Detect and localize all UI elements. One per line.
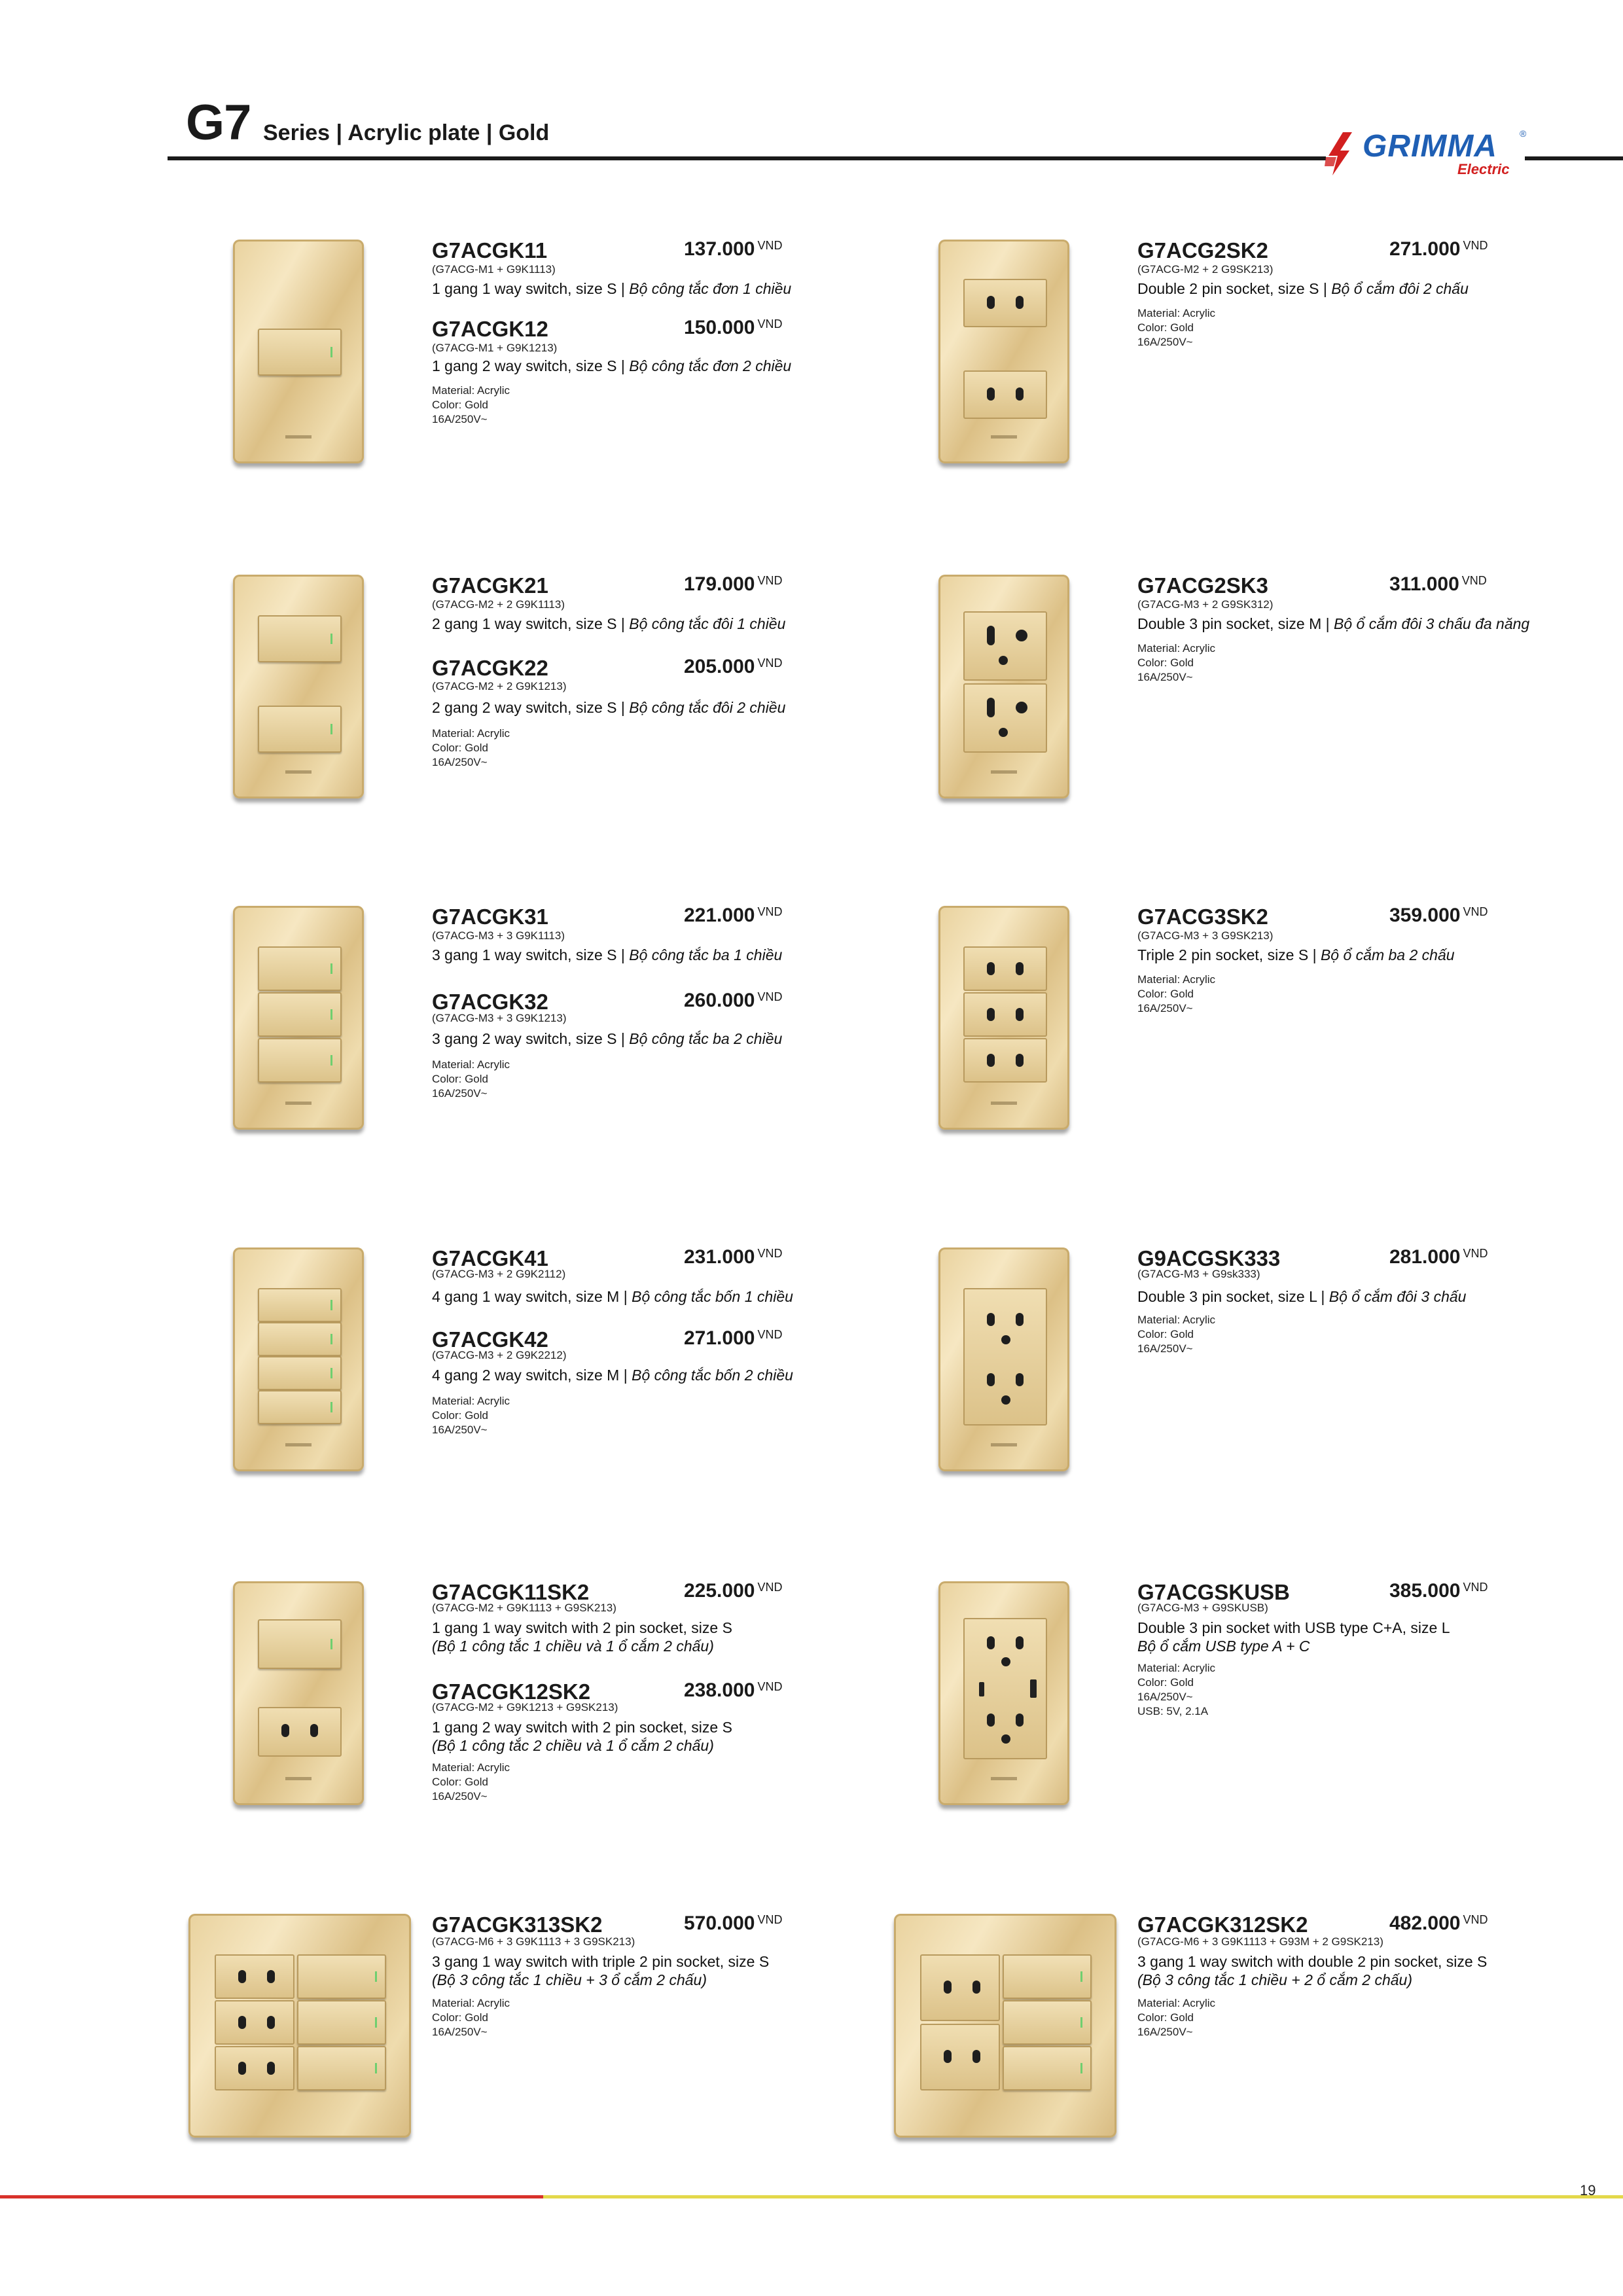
product-description: 1 gang 1 way switch with 2 pin socket, size S (Bộ 1 công tắc 1 chiều và 1 ổ cắm 2 chấu) (432, 1619, 732, 1655)
product-price: 221.000 $^{VND}$ (684, 905, 783, 926)
product-image (188, 1914, 411, 2138)
product-description: 4 gang 1 way switch, size M | Bộ công tắc bốn 1 chiều (432, 1288, 793, 1305)
product-parts: (G7ACG-M2 + G9K1213 + G9SK213) (432, 1701, 618, 1713)
product-code: G7ACGK11 (432, 238, 548, 262)
product-parts: (G7ACG-M2 + 2 G9K1113) (432, 598, 565, 611)
header-rule-right (1525, 156, 1623, 160)
brand-sub: Electric (1457, 161, 1510, 177)
product-price: 385.000 $^{VND}$ (1389, 1580, 1488, 1602)
product-specs: Material: Acrylic Color: Gold 16A/250V~ (1137, 1997, 1216, 2038)
product-specs: Material: Acrylic Color: Gold 16A/250V~ (1137, 973, 1216, 1014)
product-code: G7ACGK32 (432, 990, 548, 1014)
footer-rule-red (0, 2195, 543, 2198)
product-description: 1 gang 1 way switch, size S | Bộ công tắc đơn 1 chiều (432, 280, 792, 297)
product-image (938, 240, 1069, 463)
page-header (0, 0, 1623, 177)
product-price: 150.000 $^{VND}$ (684, 317, 783, 338)
product-image (938, 1581, 1069, 1805)
product-price: 260.000 $^{VND}$ (684, 990, 783, 1011)
product-price: 205.000 $^{VND}$ (684, 656, 783, 677)
product-parts: (G7ACG-M1 + G9K1113) (432, 263, 556, 276)
product-card (938, 906, 1593, 1207)
product-description: 3 gang 1 way switch with triple 2 pin socket, size S (Bộ 3 công tắc 1 chiều + 3 ổ cắm 2 chấu) (432, 1953, 770, 1988)
product-specs: Material: Acrylic Color: Gold 16A/250V~ (432, 1761, 510, 1803)
product-specs: Material: Acrylic Color: Gold 16A/250V~ (432, 727, 510, 768)
product-specs: Material: Acrylic Color: Gold 16A/250V~ (1137, 307, 1216, 348)
product-card (233, 240, 887, 541)
product-description: Double 3 pin socket with USB type C+A, size L Bộ ổ cắm USB type A + C (1137, 1619, 1450, 1655)
product-card (894, 1914, 1548, 2215)
product-code: G7ACGK41 (432, 1246, 548, 1270)
product-image (233, 1247, 364, 1471)
product-code: G7ACGK31 (432, 905, 548, 929)
product-code: G9ACGSK333 (1137, 1246, 1281, 1270)
product-card (938, 240, 1593, 541)
product-code: G7ACGK11SK2 (432, 1580, 590, 1604)
product-specs: Material: Acrylic Color: Gold 16A/250V~ (432, 1395, 510, 1436)
brand-registered: ® (1520, 128, 1527, 139)
product-description: 3 gang 1 way switch, size S | Bộ công tắc ba 1 chiều (432, 946, 783, 963)
product-image (938, 575, 1069, 798)
product-price: 570.000 $^{VND}$ (684, 1912, 783, 1934)
page-number: 19 (1580, 2182, 1596, 2198)
footer-rule-yellow (543, 2195, 1623, 2198)
product-parts: (G7ACG-M3 + G9SKUSB) (1137, 1602, 1268, 1614)
product-price: 238.000 $^{VND}$ (684, 1679, 783, 1701)
product-image (938, 1247, 1069, 1471)
product-parts: (G7ACG-M6 + 3 G9K1113 + G93M + 2 G9SK213) (1137, 1935, 1383, 1948)
product-card (188, 1914, 843, 2215)
product-parts: (G7ACG-M3 + 2 G9SK312) (1137, 598, 1274, 611)
product-parts: (G7ACG-M3 + 2 G9K2212) (432, 1349, 567, 1361)
product-parts: (G7ACG-M3 + 3 G9K1213) (432, 1012, 567, 1024)
product-image (938, 906, 1069, 1130)
product-price: 225.000 $^{VND}$ (684, 1580, 783, 1602)
brand-name: GRIMMA (1363, 129, 1497, 164)
product-code: G7ACG2SK3 (1137, 573, 1268, 598)
product-description: 3 gang 2 way switch, size S | Bộ công tắc ba 2 chiều (432, 1030, 783, 1047)
brand-mark-icon (1323, 131, 1363, 177)
product-card (938, 1581, 1593, 1882)
product-code: G7ACGSKUSB (1137, 1580, 1290, 1604)
product-parts: (G7ACG-M3 + G9sk333) (1137, 1268, 1260, 1280)
product-card (233, 906, 887, 1207)
product-code: G7ACGK12 (432, 317, 548, 341)
product-card (938, 575, 1593, 876)
switch-rocker (258, 329, 342, 376)
product-price: 271.000 $^{VND}$ (1389, 238, 1488, 260)
product-description: Double 3 pin socket, size M | Bộ ổ cắm đôi 3 chấu đa năng (1137, 615, 1530, 632)
product-code: G7ACGK12SK2 (432, 1679, 591, 1704)
product-card (233, 575, 887, 876)
product-description: Double 2 pin socket, size S | Bộ ổ cắm đôi 2 chấu (1137, 280, 1469, 297)
product-price: 359.000 $^{VND}$ (1389, 905, 1488, 926)
product-image (233, 1581, 364, 1805)
brand-logo (1323, 128, 1525, 181)
product-specs: Material: Acrylic Color: Gold 16A/250V~ (432, 384, 510, 425)
product-description: Triple 2 pin socket, size S | Bộ ổ cắm ba 2 chấu (1137, 946, 1455, 963)
product-parts: (G7ACG-M2 + G9K1113 + G9SK213) (432, 1602, 616, 1614)
product-specs: Material: Acrylic Color: Gold 16A/250V~ USB: 5V, 2.1A (1137, 1662, 1216, 1717)
product-code: G7ACGK312SK2 (1137, 1912, 1308, 1937)
product-code: G7ACGK22 (432, 656, 548, 680)
product-image (233, 906, 364, 1130)
product-parts: (G7ACG-M3 + 2 G9K2112) (432, 1268, 566, 1280)
product-description: 2 gang 1 way switch, size S | Bộ công tắc đôi 1 chiều (432, 615, 786, 632)
product-specs: Material: Acrylic Color: Gold 16A/250V~ (1137, 1314, 1216, 1355)
product-parts: (G7ACG-M6 + 3 G9K1113 + 3 G9SK213) (432, 1935, 635, 1948)
product-image (233, 575, 364, 798)
product-specs: Material: Acrylic Color: Gold 16A/250V~ (432, 1997, 510, 2038)
product-description: 1 gang 2 way switch, size S | Bộ công tắc đơn 2 chiều (432, 357, 792, 374)
header-rule (168, 156, 1326, 160)
product-card (233, 1581, 887, 1882)
product-price: 231.000 $^{VND}$ (684, 1246, 783, 1268)
product-price: 311.000 $^{VND}$ (1389, 573, 1487, 595)
product-parts: (G7ACG-M2 + 2 G9K1213) (432, 680, 567, 692)
product-description: 2 gang 2 way switch, size S | Bộ công tắc đôi 2 chiều (432, 699, 786, 716)
product-image (233, 240, 364, 463)
product-price: 482.000 $^{VND}$ (1389, 1912, 1488, 1934)
product-card (233, 1247, 887, 1549)
product-specs: Material: Acrylic Color: Gold 16A/250V~ (432, 1058, 510, 1100)
product-specs: Material: Acrylic Color: Gold 16A/250V~ (1137, 642, 1216, 683)
product-description: Double 3 pin socket, size L | Bộ ổ cắm đôi 3 chấu (1137, 1288, 1467, 1305)
product-card (938, 1247, 1593, 1549)
product-code: G7ACG3SK2 (1137, 905, 1268, 929)
product-description: 1 gang 2 way switch with 2 pin socket, size S (Bộ 1 công tắc 2 chiều và 1 ổ cắm 2 chấu) (432, 1719, 732, 1754)
series-subtitle: Series | Acrylic plate | Gold (263, 120, 550, 145)
product-code: G7ACG2SK2 (1137, 238, 1268, 262)
product-parts: (G7ACG-M3 + 3 G9SK213) (1137, 929, 1274, 942)
product-description: 3 gang 1 way switch with double 2 pin socket, size S (Bộ 3 công tắc 1 chiều + 2 ổ cắm 2 chấu) (1137, 1953, 1488, 1988)
product-code: G7ACGK21 (432, 573, 548, 598)
series-code: G7 (186, 95, 251, 151)
product-code: G7ACGK313SK2 (432, 1912, 603, 1937)
product-image (894, 1914, 1116, 2138)
product-price: 271.000 $^{VND}$ (684, 1327, 783, 1349)
product-code: G7ACGK42 (432, 1327, 548, 1352)
product-price: 281.000 $^{VND}$ (1389, 1246, 1488, 1268)
product-price: 137.000 $^{VND}$ (684, 238, 783, 260)
product-price: 179.000 $^{VND}$ (684, 573, 783, 595)
product-parts: (G7ACG-M1 + G9K1213) (432, 342, 558, 354)
product-description: 4 gang 2 way switch, size M | Bộ công tắc bốn 2 chiều (432, 1367, 793, 1384)
product-parts: (G7ACG-M2 + 2 G9SK213) (1137, 263, 1274, 276)
product-parts: (G7ACG-M3 + 3 G9K1113) (432, 929, 565, 942)
